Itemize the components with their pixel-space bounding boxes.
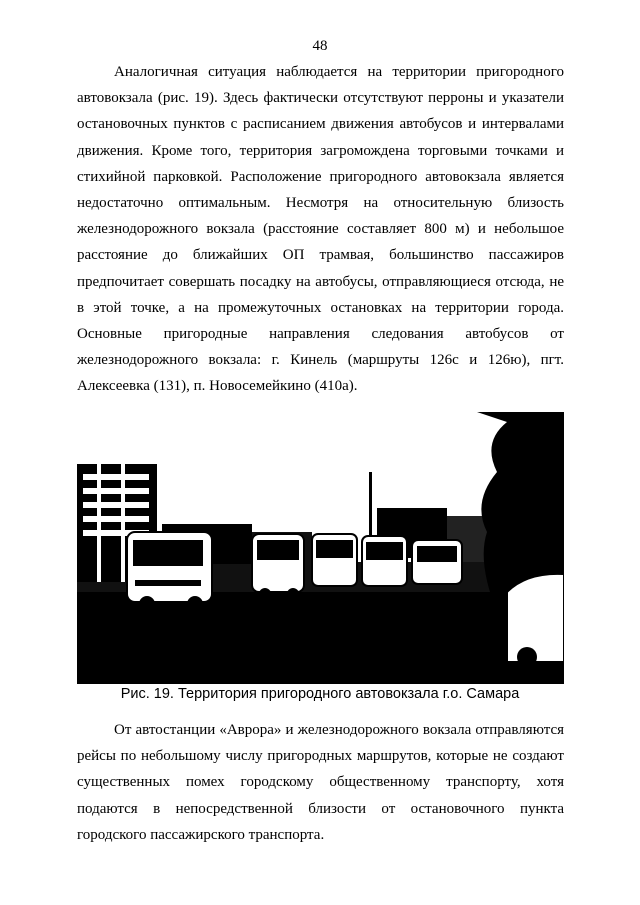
bus-station-photo [77, 412, 564, 684]
bus-3 [312, 534, 357, 586]
paragraph-1: Аналогичная ситуация наблюдается на территории пригородного автовокзала (рис. 19). Здесь фактически отсутствуют перроны и указатели остановочных пунктов с расписанием движения автобусов и интервалами движения. Кроме того, территория загромождена торговыми точками и стихийной парковкой. Расположение пригородного автовокзала является недостаточно оптимальным. Несмотря на относительную близость железнодорожного вокзала (расстояние составляет 800 м) и небольшое расстояние до ближайших ОП трамвая, большинство пассажиров предпочитает совершать посадку на автобусы, отправляющиеся отсюда, не в этой точке, а на промежуточных остановках на территории города. Основные пригородные направления следования автобусов от железнодорожного вокзала: г. Кинель (маршруты 126с и 126ю), пгт. Алексеевка (131), п. Новосемейкино (410а). [77, 64, 564, 395]
page-number: 48 [312, 38, 328, 54]
car-right [507, 574, 564, 667]
figure-caption: Рис. 19. Территория пригородного автовокзала г.о. Самара [120, 686, 520, 702]
paragraph-2: От автостанции «Аврора» и железнодорожного вокзала отправляются рейсы по небольшому числу пригородных маршрутов, которые не создают существенных помех городскому общественному транспорту, хотя подаются в непосредственной близости от остановочного пункта городского пассажирского транспорта. [77, 722, 564, 843]
bus-5 [412, 540, 462, 584]
bus-1 [127, 532, 212, 612]
bus-2 [252, 534, 304, 600]
figure-photo [77, 412, 564, 684]
bus-4 [362, 536, 407, 586]
